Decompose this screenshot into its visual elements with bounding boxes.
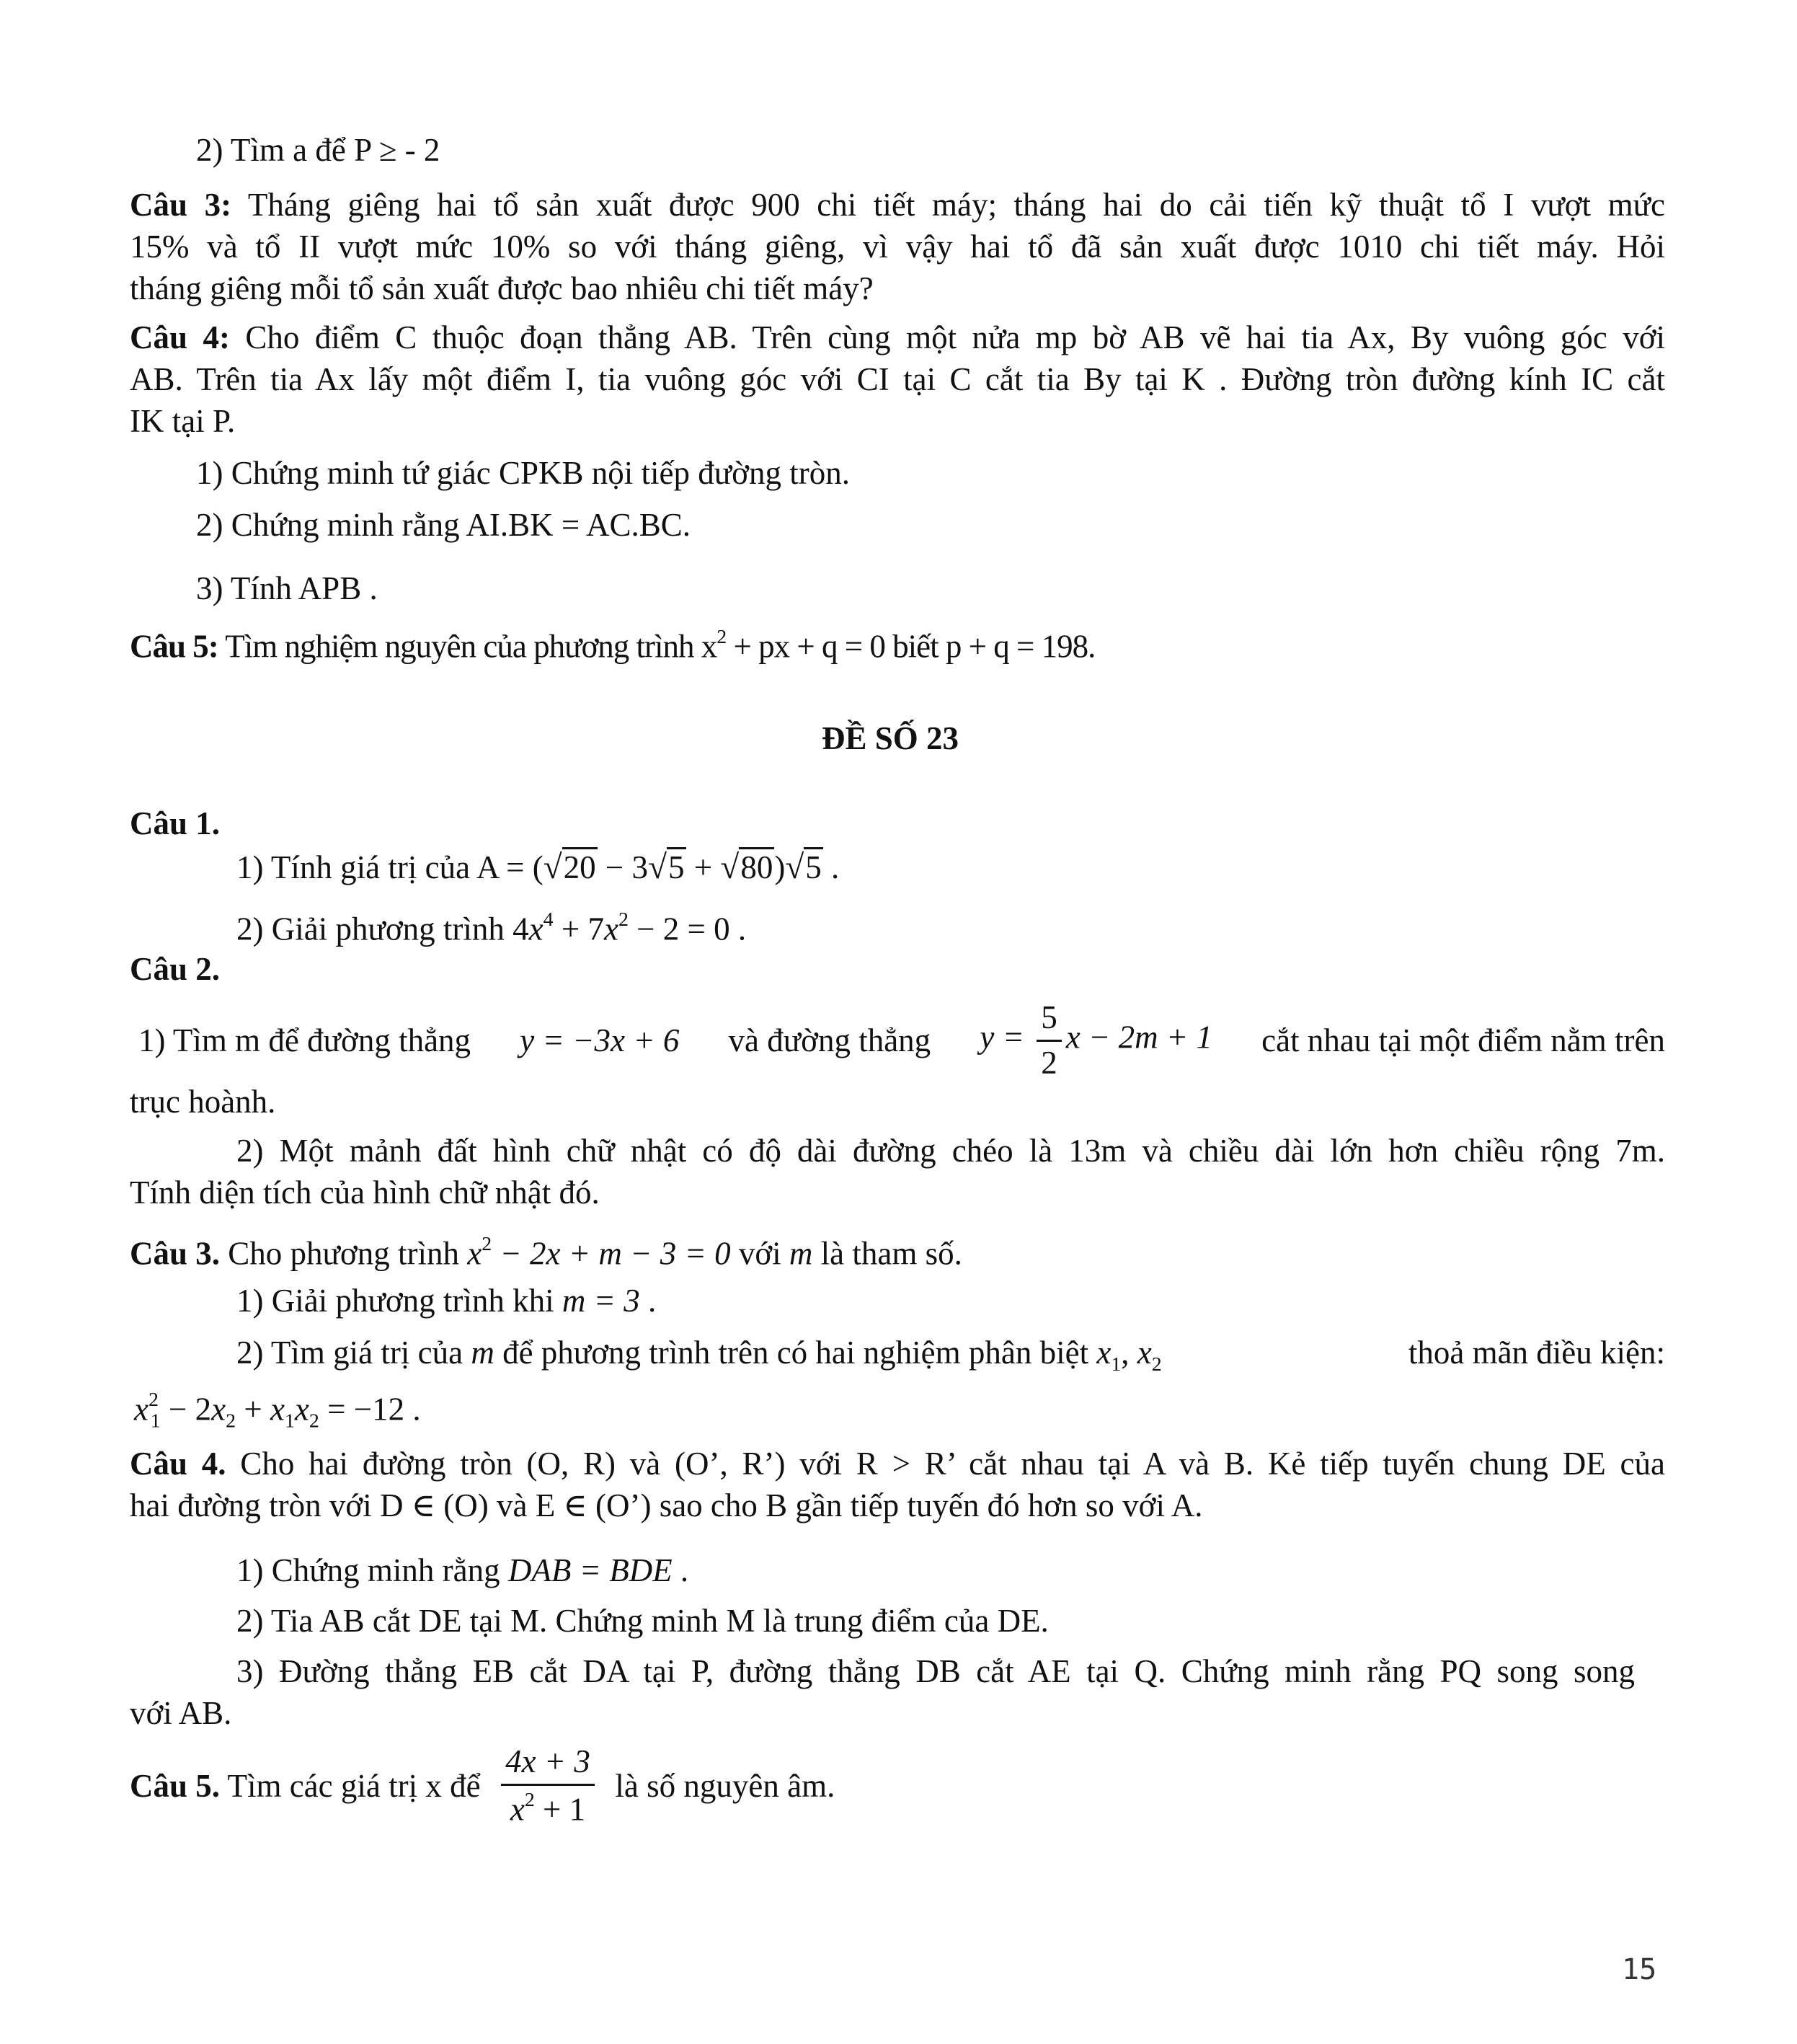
page-number: 15 <box>1622 1953 1657 1986</box>
q1-end: . <box>822 849 840 885</box>
q2-eq-line1: y = −3x + 6 <box>520 1022 680 1058</box>
q5-text-a: Tìm các giá trị x để <box>220 1767 497 1804</box>
q3-line: Câu 3. Cho phương trình $x^2 - 2x + m - 3 = 0$ với m là tham số. <box>130 1233 962 1272</box>
q5-frac-den: + 1 <box>534 1791 586 1828</box>
q4-text1: Cho hai đường tròn (O, R) và (O’, R’) với R > R’ cắt nhau tại A và B. Kẻ tiếp tuyến chung DE của <box>226 1446 1665 1482</box>
q1-minus: − 3 <box>597 849 649 885</box>
q1-part2: 2) Giải phương trình $4x^4 + 7x^2 - 2 = 0$ . <box>236 908 747 947</box>
prev-q3-line3: tháng giêng mỗi tổ sản xuất được bao nhiêu chi tiết máy? <box>130 270 874 306</box>
q3-part2-m: m <box>471 1335 494 1371</box>
q1-part2-plus: + 7 <box>553 911 604 947</box>
q4-part3-line1: 3) Đường thẳng EB cắt DA tại P, đường thẳng DB cắt AE tại Q. Chứng minh rằng PQ song song <box>236 1653 1635 1689</box>
q3-text-a: Cho phương trình <box>220 1235 468 1272</box>
q3-part2-text-c: thoả mãn điều kiện: <box>1408 1335 1665 1371</box>
q5-text-b: là số nguyên âm. <box>598 1767 835 1804</box>
prev-q3-line1 <box>130 189 1665 221</box>
prev-q5-line: Câu 5: Tìm nghiệm nguyên của phương trình $x^2$ + px + q = 0 biết p + q = 198. <box>130 626 1096 665</box>
prev-q4-item1: 1) Chứng minh tứ giác CPKB nội tiếp đường tròn. <box>196 455 850 491</box>
q1-part2-text: 2) Giải phương trình 4 <box>236 911 529 947</box>
q1-plus: + <box>685 849 721 885</box>
q2-frac-num: 5 <box>1037 999 1062 1042</box>
q2-label: Câu 2. <box>130 951 221 987</box>
q2-part1-text-b: và đường thẳng <box>728 1022 931 1058</box>
q3-condition-end: = −12 . <box>319 1391 421 1428</box>
q3-part2-text-a: 2) Tìm giá trị của <box>236 1335 471 1371</box>
q1-label: Câu 1. <box>130 805 221 841</box>
q1-radicand-20: 20 <box>562 847 598 885</box>
q2-part1-line1 <box>138 999 1665 1082</box>
q3-part2-text-b: để phương trình trên có hai nghiệm phân biệt <box>494 1335 1097 1371</box>
q2-part1-text-a: 1) Tìm m để đường thẳng <box>138 1022 471 1058</box>
prev-q4-line2: AB. Trên tia Ax lấy một điểm I, tia vuông góc với CI tại C cắt tia By tại K . Đường tròn đường kính IC cắt <box>130 361 1665 397</box>
q1-radicand-5a: 5 <box>667 847 686 885</box>
q3-part1 <box>236 1285 656 1317</box>
prev-q4-item3: 3) Tính APB . <box>196 570 378 606</box>
prev-q4-text1: Cho điểm C thuộc đoạn thẳng AB. Trên cùng một nửa mp bờ AB vẽ hai tia Ax, By vuông góc với <box>245 319 1665 355</box>
q3-part1-text: 1) Giải phương trình khi <box>236 1283 562 1319</box>
q4-part1-eq: DAB = BDE <box>507 1552 673 1588</box>
q3-part1-end: . <box>639 1283 657 1319</box>
q4-line1 <box>130 1448 1665 1480</box>
prev-q5-text-b: + px + q = 0 biết p + q = 198. <box>726 628 1096 665</box>
q4-part3-line2: với AB. <box>130 1695 232 1731</box>
q4-part1-end: . <box>672 1552 689 1588</box>
q2-frac-den: 2 <box>1041 1044 1057 1081</box>
q3-text-c: là tham số. <box>812 1235 962 1272</box>
q3-equation: − 2x + m − 3 = 0 <box>492 1235 731 1272</box>
q4-label: Câu 4. <box>130 1446 226 1482</box>
q2-fraction <box>1037 999 1062 1082</box>
q5-fraction: $\frac{4x + 3}{x^2 + 1}$ <box>501 1743 595 1828</box>
q3-part1-eq: m = 3 <box>562 1283 640 1319</box>
q3-param-m: m <box>789 1235 813 1272</box>
q4-line2: hai đường tròn với D ∈ (O) và E ∈ (O’) sao cho B gần tiếp tuyến đó hơn so với A. <box>130 1487 1203 1523</box>
q2-part2-line2: Tính diện tích của hình chữ nhật đó. <box>130 1174 600 1211</box>
q1-part1-text: 1) Tính giá trị của A = ( <box>236 849 543 885</box>
q5-label: Câu 5. <box>130 1767 221 1804</box>
prev-q5-label: Câu 5: <box>130 628 218 665</box>
q2-part1-text-c: cắt nhau tại một điểm nằm trên <box>1261 1022 1665 1058</box>
q4-part1-text: 1) Chứng minh rằng <box>236 1552 508 1588</box>
q4-part2: 2) Tia AB cắt DE tại M. Chứng minh M là trung điểm của DE. <box>236 1603 1049 1639</box>
q2-part1-line2: trục hoành. <box>130 1084 276 1120</box>
prev-q4-line1 <box>130 319 1665 355</box>
q3-text-b: với <box>730 1235 789 1272</box>
prev-q3-text1: Tháng giêng hai tổ sản xuất được 900 chi tiết máy; tháng hai do cải tiến kỹ thuật tổ I vượt mức <box>247 187 1665 223</box>
q1-part1: 1) Tính giá trị của A = (√20 − 3√5 + √80)√5 . <box>236 849 840 886</box>
q1-close-paren: ) <box>774 849 786 885</box>
prev-q4-label: Câu 4: <box>130 319 230 355</box>
q5-line <box>130 1743 835 1828</box>
q3-condition: $x^2_1 - 2x_2 + x_1x_2 = -12$ . <box>134 1389 421 1433</box>
prev-q3-line2: 15% và tổ II vượt mức 10% so với tháng giêng, vì vậy hai tổ đã sản xuất được 1010 chi tiết máy. Hỏi <box>130 229 1665 265</box>
q4-part1 <box>236 1554 688 1587</box>
prev-q4-line3: IK tại P. <box>130 403 236 439</box>
q1-part2-end: − 2 = 0 . <box>628 911 747 947</box>
q2-part2-line1: 2) Một mảnh đất hình chữ nhật có độ dài đường chéo là 13m và chiều dài lớn hơn chiều rộng 7m. <box>236 1133 1665 1169</box>
q3-part2: 2) Tìm giá trị của m để phương trình trên có hai nghiệm phân biệt $x_1$, $x_2$ thoả mãn điều kiện: <box>236 1335 1665 1376</box>
prev-q4-item2: 2) Chứng minh rằng AI.BK = AC.BC. <box>196 507 691 543</box>
prev-q3-label: Câu 3: <box>130 187 232 223</box>
q5-frac-num: 4x + 3 <box>501 1743 595 1786</box>
q2-eq-y: y = <box>980 1019 1033 1056</box>
q1-radicand-5b: 5 <box>804 847 823 885</box>
q3-label: Câu 3. <box>130 1235 221 1272</box>
prev-q2-part2: 2) Tìm a để P ≥ - 2 <box>196 132 440 168</box>
exam-title: ĐỀ SỐ 23 <box>822 720 959 756</box>
q1-radicand-80: 80 <box>739 847 774 885</box>
prev-q5-text-a: Tìm nghiệm nguyên của phương trình x <box>225 628 717 665</box>
q2-eq-rest: x − 2m + 1 <box>1065 1019 1212 1056</box>
